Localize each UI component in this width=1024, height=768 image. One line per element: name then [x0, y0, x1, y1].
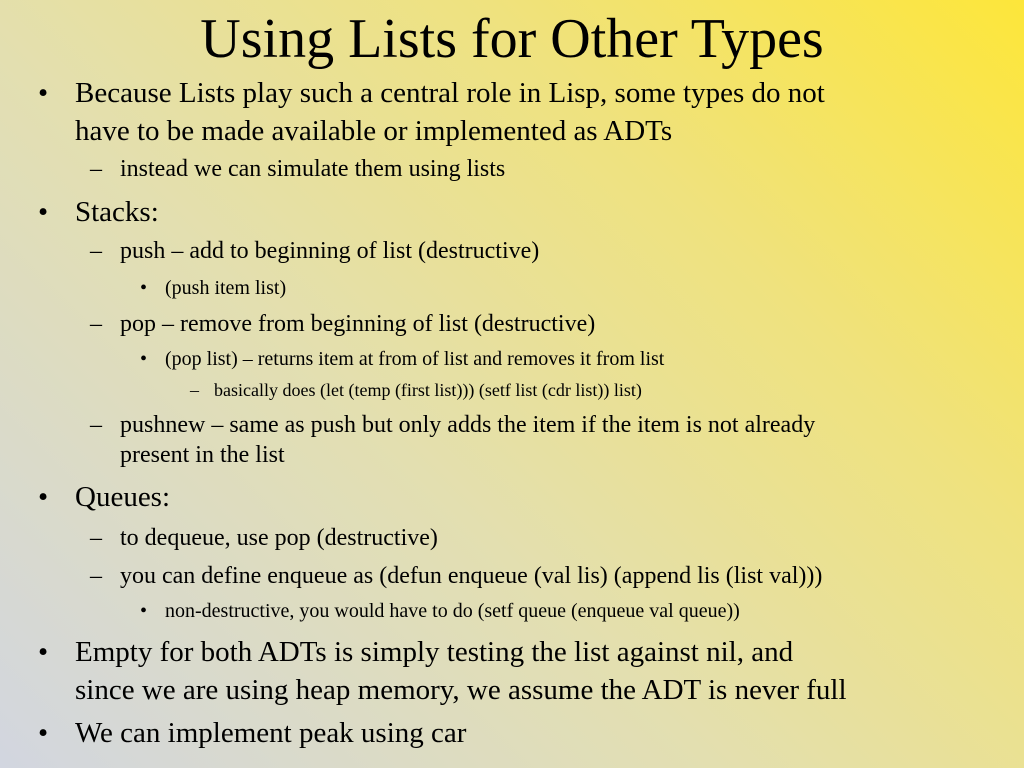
bullet-text-enqueue-detail: non-destructive, you would have to do (setf queue (enqueue val queue)) — [165, 600, 740, 622]
bullet-disc-icon: • — [140, 348, 148, 370]
bullet-text-dequeue: to dequeue, use pop (destructive) — [120, 525, 438, 551]
bullet-text-intro-line1: Because Lists play such a central role in Lisp, some types do not — [75, 77, 825, 109]
bullet-text-pop: pop – remove from beginning of list (destructive) — [120, 311, 596, 337]
bullet-disc-icon: • — [38, 636, 49, 668]
bullet-text-simulate: instead we can simulate them using lists — [120, 156, 506, 182]
bullet-disc-icon: • — [38, 481, 49, 513]
bullet-text-stacks: Stacks: — [75, 196, 159, 228]
bullet-text-empty-line1: Empty for both ADTs is simply testing the list against nil, and — [75, 636, 794, 668]
bullet-disc-icon: • — [38, 196, 49, 228]
bullet-text-peak: We can implement peak using car — [75, 717, 467, 749]
bullet-text-empty-line2: since we are using heap memory, we assume the ADT is never full — [75, 674, 847, 706]
bullet-disc-icon: • — [140, 277, 148, 299]
bullet-dash-icon: – — [90, 238, 102, 264]
bullet-text-push: push – add to beginning of list (destructive) — [120, 238, 540, 264]
bullet-dash-icon: – — [90, 156, 102, 182]
bullet-text-queues: Queues: — [75, 481, 171, 513]
bullet-disc-icon: • — [38, 717, 49, 749]
bullet-dash-icon: – — [90, 412, 102, 438]
bullet-text-pushnew-line2: present in the list — [120, 442, 285, 468]
bullet-text-pushnew-line1: pushnew – same as push but only adds the item if the item is not already — [120, 412, 816, 438]
bullet-text-pop-example: (pop list) – returns item at from of list and removes it from list — [165, 348, 665, 370]
bullet-dash-icon: – — [190, 380, 199, 400]
bullet-text-push-example: (push item list) — [165, 277, 287, 299]
bullet-text-intro-line2: have to be made available or implemented as ADTs — [75, 115, 673, 147]
bullet-dash-icon: – — [90, 311, 102, 337]
bullet-text-enqueue: you can define enqueue as (defun enqueue (val lis) (append lis (list val))) — [120, 563, 823, 589]
bullet-disc-icon: • — [38, 77, 49, 109]
bullet-dash-icon: – — [90, 525, 102, 551]
slide-title: Using Lists for Other Types — [200, 8, 824, 70]
bullet-dash-icon: – — [90, 563, 102, 589]
bullet-text-pop-detail: basically does (let (temp (first list))) (setf list (cdr list)) list) — [214, 380, 642, 400]
bullet-disc-icon: • — [140, 600, 148, 622]
